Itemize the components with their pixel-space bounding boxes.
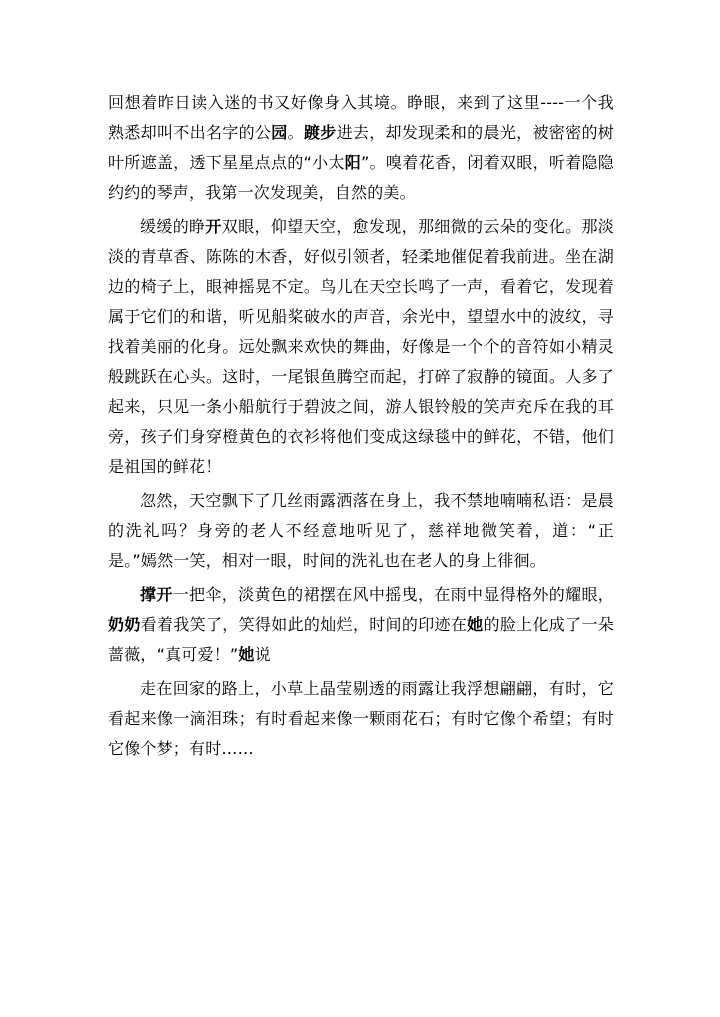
bold-text-run: 踱步 <box>303 123 337 142</box>
bold-text-run: 园 <box>271 123 288 142</box>
text-run: 缓缓的睁 <box>140 217 206 236</box>
paragraph-2 <box>108 212 614 482</box>
paragraph-4 <box>108 580 614 670</box>
bold-text-run: 奶奶 <box>108 615 141 634</box>
text-run: 回想着昨日读入迷的书又好像身入其境。睁眼，来到了这里----一个我熟悉却叫不出名字的公 <box>108 93 614 142</box>
bold-text-run: 开 <box>205 217 222 236</box>
paragraph-1 <box>108 88 614 208</box>
essay-body <box>108 88 614 768</box>
bold-text-run: 她 <box>238 645 255 664</box>
text-run: 忽然，天空飘下了几丝雨露洒落在身上，我不禁地喃喃私语：是晨的洗礼吗？身旁的老人不经意地听见了，慈祥地微笑着，道：“正是。”嫣然一笑，相对一眼，时间的洗礼也在老人的身上徘徊。 <box>108 491 614 570</box>
bold-text-run: 阳 <box>344 153 362 172</box>
bold-text-run: 撑开 <box>140 585 173 604</box>
text-run: 。 <box>287 123 304 142</box>
text-run: 走在回家的路上，小草上晶莹剔透的雨露让我浮想翩翩，有时，它看起来像一滴泪珠；有时看起来像一颗雨花石；有时它像个希望；有时它像个梦；有时…… <box>108 679 614 758</box>
bold-text-run: 她 <box>467 615 484 634</box>
text-run: 看着我笑了，笑得如此的灿烂，时间的印迹在 <box>140 615 468 634</box>
text-run: ”。嗅着花香，闭着双眼，听着隐隐约约的琴声，我第一次发现美，自然的美。 <box>108 153 614 202</box>
paragraph-5 <box>108 674 614 764</box>
text-run: 说 <box>254 645 271 664</box>
paragraph-3 <box>108 486 614 576</box>
text-run: 进去，却发现柔和的晨光，被密密的树叶所遮盖，透下星星点点的“小太 <box>108 123 614 172</box>
text-run: 一把伞，淡黄色的裙摆在风中摇曳，在雨中显得格外的耀眼， <box>172 585 614 604</box>
text-run: 的脸上化成了一朵蔷薇，“真可爱！” <box>108 615 614 664</box>
text-run: 双眼，仰望天空，愈发现，那细微的云朵的变化。那淡淡的青草香、陈陈的木香，好似引领者，轻柔地催促着我前进。坐在湖边的椅子上，眼神摇晃不定。鸟儿在天空长鸣了一声，看着它，发现着属于它们的和谐，听见船桨破水的声音，余光中，望望水中的波纹，寻找着美丽的化身。远处飘来欢快的舞曲，好像是一个个的音符如小精灵般跳跃在心头。这时，一尾银鱼腾空而起，打碎了寂静的镜面。人多了起来，只见一条小船航行于碧波之间，游人银铃般的笑声充斥在我的耳旁，孩子们身穿橙黄色的衣衫将他们变成这绿毯中的鲜花，不错，他们是祖国的鲜花！ <box>108 217 614 476</box>
